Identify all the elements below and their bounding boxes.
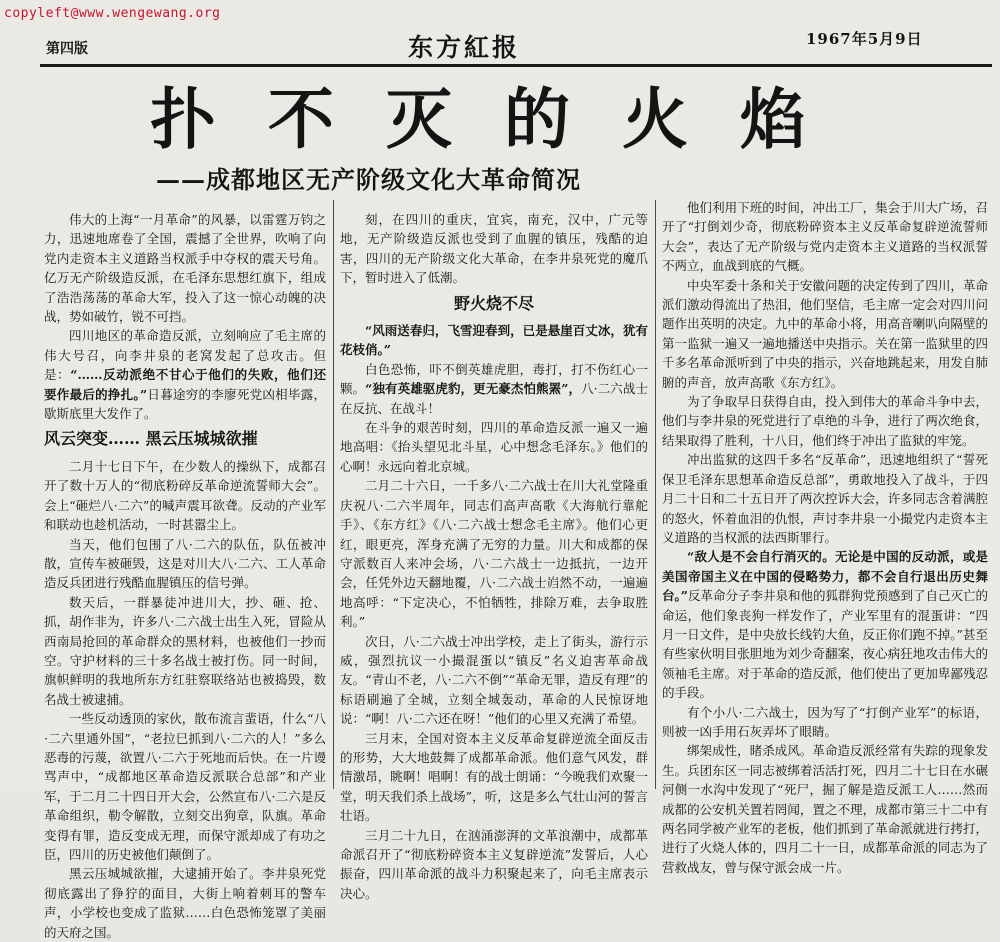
headline-subtitle: ——成都地区无产阶级文化大革命简况 [156,165,581,194]
article-column-2 [340,210,648,901]
paragraph: 为了争取早日获得自由，投入到伟大的革命斗争中去，他们与李井泉的死党进行了卓绝的斗争，进行了两次绝食，结果取得了胜利，十八日，他们终于冲出了监狱的牢笼。 [662,394,988,448]
bold-quote: “敌人是不会自行消灭的。无论是中国的反动派，或是美国帝国主义在中国的侵略势力，都不会自行退出历史舞台。” [662,549,988,604]
paragraph: 刻，在四川的重庆，宜宾，南充，汉中，广元等地，无产阶级造反派也受到了血腥的镇压，残酷的迫害，四川的无产阶级文化大革命，在李井泉死党的魔爪下，暂时进入了低潮。 [340,212,648,286]
paragraph: 绑架成性，睹杀成风。革命造反派经常有失踪的现象发生。兵团东区一同志被绑着活活打死，四月二十七日在水碾河侧一水沟中发现了“死尸，掘了解是造反派工人……然而成都的公安机关置若罔闻，置之不理，成都市第三十二中有两名同学被产业军的老板，他们抓到了革命派就进行拷打，进行了火烧人体的，四月二十一日，成都革命派的同志为了营救战友，曾与保守派会成一片。 [662,743,988,875]
paragraph: 伟大的上海“一月革命”的风暴，以雷霆万钧之力，迅速地席卷了全国，震撼了全世界，吹响了向党内走资本主义道路当权派手中夺权的震天号角。亿万无产阶级造反派，在毛泽东思想红旗下，组成了浩浩荡荡的革命大军，投入了这一惊心动魄的决战，势如破竹，锐不可挡。 [44,212,326,325]
paragraph: 当天，他们包围了八·二六的队伍，队伍被冲散，宣传车被砸毁，这是对川大八·二六、工人革命造反兵团进行残酷血腥镇压的信号弹。 [44,536,326,591]
paragraph: 一些反动透顶的家伙，散布流言蜚语，什么“八·二六里通外国”，“老拉巳抓到八·二六的人！”多么恶毒的污蔑，欲置八·二六于死地而后快。在一片谩骂声中，“成都地区革命造反派联合总部”和产业军，于二月二十四日开大会，公然宣布八·二六是反革命组织，勒令解散，立刻交出狗章，队旗。革命变得有罪，造反变成无理，而保守派却成了有功之臣，四川的历史被他们颠倒了。 [44,711,326,862]
column-divider [655,200,656,789]
bold-quote: “风雨送春归，飞雪迎春到，已是悬崖百丈冰，犹有花枝俏。” [340,323,648,358]
paragraph: 二月二十六日，一千多八·二六战士在川大礼堂隆重庆祝八·二六半周年，同志们高声高歌《大海航行靠舵手》、《东方红》《八·二六战士想念毛主席》。他们心更红，眼更亮，浑身充满了无穷的力量。川大和成都的保守派数百人来冲会场，八·二六战士一边抵抗，一边开会，任凭外边天翻地覆，八·二六战士岿然不动，一遍遍地高呼：“下定决心，不怕牺牲，排除万难，去争取胜利。” [340,478,648,630]
bold-quote: “……反动派绝不甘心于他们的失败，他们还要作最后的挣扎。” [44,367,326,402]
masthead-rule [40,64,992,67]
paragraph [44,326,326,423]
paragraph: 三月末，全国对资本主义反革命复辟逆流全面反击的形势，大大地鼓舞了成都革命派。他们意气风发，群情激昂，眺啊！唱啊！有的战士朗诵：“今晚我们欢聚一堂，明天我们杀上战场”，听，这是多么气壮山河的誓言壮语。 [340,730,648,824]
paragraph-text: 白色恐怖，吓不倒英雄虎胆，毒打，打不伤红心一颗。 [340,361,648,397]
paragraph-text: 反革命分子李井泉和他的狐群狗党预感到了自己灭亡的命运，他们象丧狗一样发作了，产业军里有的混蛋讲：“四月一日文件，是中央放长线钓大鱼，反正你们跑不掉。”甚至有些家伙明目张胆地为刘少奇翻案，夜心病狂地攻击伟大的领袖毛主席。对于革命的造反派，他们使出了更加卑鄙残忍的手段。 [662,588,988,701]
paragraph: 中央军委十条和关于安徽问题的决定传到了四川，革命派们激动得流出了热泪，他们坚信，毛主席一定会对四川问题作出英明的决定。九中的革命小将，用高音喇叭向隔壁的第一监狱一遍又一遍地播送中央指示。关在第一监狱里的四千多名革命派听到了中央的指示，兴奋地跳起来，用发自肺腑的声音，放声高歌《东方红》。 [662,277,988,390]
watermark-text: copyleft@www.wengewang.org [4,6,221,21]
issue-date: 1967年5月9日 [806,30,923,48]
paragraph: 有个小八·二六战士，因为写了“打倒产业军”的标语，则被一凶手用石灰弄坏了眼睛。 [662,704,988,739]
paragraph-text: 八·二六战士在反抗、在战斗！ [340,381,648,416]
edition-label: 第四版 [46,41,88,57]
article-column-1 [44,210,326,940]
article-column-3 [662,198,988,875]
paragraph: 他们利用下班的时间，冲出工厂，集会于川大广场，召开了“打倒刘少奇，彻底粉碎资本主义反革命复辟逆流誓师大会”，表达了无产阶级与党内走资本主义道路的当权派誓不两立，血战到底的气概。 [662,200,988,274]
paragraph: 数天后，一群暴徒冲进川大，抄、砸、抢、抓，胡作非为，许多八·二六战士出生入死，冒险从西南局抢回的革命群众的黑材料，也被他们一抄而空。守护材料的三十多名战士被打伤。同一时间，旗帜鲜明的我地所东方红驻察联络站也被捣毁，数名战士被逮捕。 [44,594,326,707]
paragraph: 二月十七日下午，在少数人的操纵下，成都召开了数十万人的“彻底粉碎反革命逆流誓师大会”。会上“砸烂八·二六”的喊声震耳欲聋。反动的产业军和联动也趁机活动，一时甚嚣尘上。 [44,458,326,533]
bold-quote: “独有英雄驱虎豹，更无豪杰怕熊罴”， [365,381,582,397]
paragraph: 冲出监狱的这四千多名“反革命”，迅速地组织了“誓死保卫毛泽东思想革命造反总部”，勇敢地投入了战斗，于四月二十日和二十五日开了两次控诉大会，许多同志含着满腔的怒火，怀着血泪的仇恨，声讨李井泉一小撮党内走资本主义道路的当权派的法西斯罪行。 [662,452,988,545]
section-heading: 风云突变…… 黑云压城城欲摧 [44,429,258,449]
column-divider [333,200,334,789]
paragraph: 三月二十九日，在汹涌澎湃的文革浪潮中，成都革命派召开了“彻底粉碎资本主义复辟逆流”发誓后，人心振奋，四川革命派的战斗力积聚起来了，向毛主席表示决心。 [340,827,648,901]
section-heading: 野火烧不尽 [453,293,534,313]
paragraph: 黑云压城城欲摧，大逮捕开始了。李井泉死党彻底露出了狰狞的面目，大街上响着刺耳的警车声，小学校也变成了监狱……白色恐怖笼罩了美丽的天府之国。 [44,866,326,940]
headline-title: 扑不灭的火焰 [150,80,858,158]
newspaper-name: 东方紅报 [408,33,521,62]
paragraph-text: 四川地区的革命造反派，立刻响应了毛主席的伟大号召，向李井泉的老窝发起了总攻击。但是： [44,328,326,383]
paragraph: 在斗争的艰苦时刻，四川的革命造反派一遍又一遍地高唱：《抬头望见北斗星，心中想念毛泽东。》他们的心啊！永远向着北京城。 [340,420,648,474]
paragraph: 次日，八·二六战士冲出学校，走上了街头，游行示威，强烈抗议一小撮混蛋以“镇反”名义迫害革命战友。“青山不老，八·二六不倒”“革命无罪，造反有理”的标语刷遍了全城，立刻全城轰动，革命的人民惊讶地说：“啊！八·二六还在呀！”他们的心里又充满了希望。 [340,633,648,727]
paragraph-text: 日暮途穷的李廖死党凶相毕露，歇斯底里大发作了。 [44,386,326,422]
paragraph [340,360,648,418]
paragraph [662,547,988,702]
